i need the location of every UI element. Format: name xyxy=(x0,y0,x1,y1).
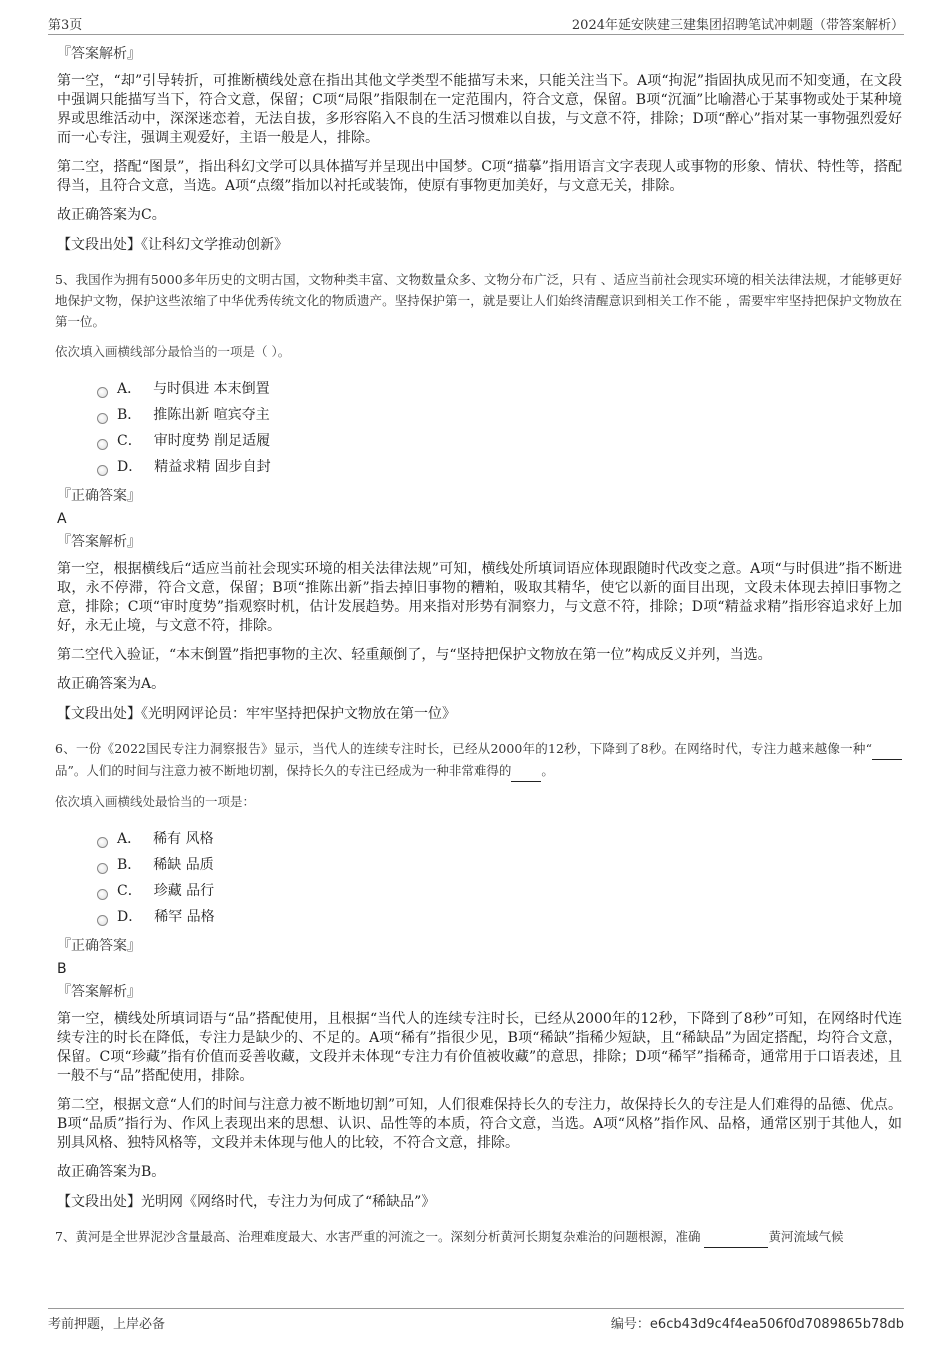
option-letter: A． xyxy=(117,381,142,397)
analysis-paragraph: 第一空，“却”引导转折，可推断横线处意在指出其他文学类型不能描写未来，只能关注当下。A项“拘泥”指固执成见而不知变通，在文段中强调只能描写当下，符合文意，保留；C项“局限”指限制在一定范围内，符合文意，保留。B项“沉湎”比喻潜心于某事物或处于某种境界或思维活动中，深深迷恋着，无法自拔，多形容陷入不良的生活习惯难以自拔，与文意不符，排除；D项“醉心”指对某一事物强烈爱好而一心专注，强调主观爱好，主语一般是人，排除。 xyxy=(57,73,902,146)
radio-icon[interactable] xyxy=(97,465,108,476)
question-5 xyxy=(57,269,902,724)
page-footer xyxy=(48,1308,904,1331)
question-prompt: 依次填入画横线处最恰当的一项是： xyxy=(55,794,256,809)
analysis-paragraph: 第一空，横线处所填词语与“品”搭配使用，且根据“当代人的连续专注时长，已经从2000年的12秒，下降到了8秒”可知，在网络时代连续专注的时长在降低，专注力是缺少的、不足的。A项“稀有”指很少见，B项“稀缺”指稀少短缺，且“稀缺品”为固定搭配，均符合文意，保留。C项“珍藏”指有价值而妥善收藏，文段并未体现“专注力有价值被收藏”的意思，排除；D项“稀罕”指稀奇，通常用于口语表述，且一般不与“品”搭配使用，排除。 xyxy=(57,1011,902,1084)
option-text: 与时俱进 本末倒置 xyxy=(153,381,270,397)
question-7 xyxy=(57,1226,902,1248)
option-letter: B． xyxy=(117,857,142,873)
radio-icon[interactable] xyxy=(97,889,108,900)
question-text-part: 。 xyxy=(541,763,554,778)
page-number: 第3页 xyxy=(48,18,83,33)
radio-icon[interactable] xyxy=(97,439,108,450)
option-letter: D． xyxy=(117,459,143,475)
correct-answer: A xyxy=(57,511,67,527)
analysis-label: 『答案解析』 xyxy=(57,534,141,550)
question-prompt: 依次填入画横线部分最恰当的一项是（ ）。 xyxy=(55,344,291,359)
option-c[interactable] xyxy=(97,878,902,904)
correct-answer: B xyxy=(57,961,67,977)
option-letter: B． xyxy=(117,407,142,423)
document-code xyxy=(611,1313,904,1332)
option-letter: A． xyxy=(117,831,142,847)
source-citation: 【文段出处】《让科幻文学推动创新》 xyxy=(57,237,288,253)
option-text: 稀有 风格 xyxy=(153,831,214,847)
correct-answer-label: 『正确答案』 xyxy=(57,488,141,504)
option-text: 精益求精 固步自封 xyxy=(154,459,271,475)
option-d[interactable] xyxy=(97,904,902,930)
option-text: 审时度势 削足适履 xyxy=(153,433,271,449)
analysis-label: 『答案解析』 xyxy=(57,46,141,62)
fill-blank xyxy=(511,760,541,782)
option-letter: D． xyxy=(117,909,143,925)
option-letter: C． xyxy=(117,433,142,449)
question-text: 5、我国作为拥有5000多年历史的文明古国，文物种类丰富、文物数量众多、文物分布广泛，只有 、适应当前社会现实环境的相关法律法规，才能够更好地保护文物，保护这些浓缩了中华优秀传统文化的物质遗产。坚持保护第一，就是要让人们始终清醒意识到相关工作不能 ，需要牢牢坚持把保护文物放在第一位。 xyxy=(55,272,902,329)
option-text: 珍藏 品行 xyxy=(153,883,215,899)
analysis-label: 『答案解析』 xyxy=(57,984,141,1000)
option-text: 稀缺 品质 xyxy=(153,857,214,873)
analysis-paragraph: 第一空，根据横线后“适应当前社会现实环境的相关法律法规”可知，横线处所填词语应体现跟随时代改变之意。A项“与时俱进”指不断进取，永不停滞，符合文意，保留；B项“推陈出新”指去掉旧事物的糟粕，吸取其精华，使它以新的面目出现，文段未体现去掉旧事物之意，排除；C项“审时度势”指观察时机，估计发展趋势。用来指对形势有洞察力，与文意不符，排除；D项“精益求精”指形容追求好上加好，永无止境，与文意不符，排除。 xyxy=(57,561,902,634)
code-label: 编号： xyxy=(610,1317,650,1332)
source-citation: 【文段出处】光明网《网络时代，专注力为何成了“稀缺品”》 xyxy=(57,1194,436,1210)
code-value: e6cb43d9c4f4ea506f0d7089865b78db xyxy=(649,1317,904,1332)
option-text: 稀罕 品格 xyxy=(154,909,215,925)
option-a[interactable] xyxy=(97,826,902,852)
option-b[interactable] xyxy=(97,402,902,428)
correct-answer-label: 『正确答案』 xyxy=(57,938,141,954)
option-a[interactable] xyxy=(97,376,902,402)
analysis-paragraph: 第二空，根据文意“人们的时间与注意力被不断地切割”可知，人们很难保持长久的专注力，故保持长久的专注是人们难得的品德、优点。B项“品质”指行为、作风上表现出来的思想、认识、品性等的本质，符合文意，当选。A项“风格”指作风、品格，通常区别于其他人，如别具风格、独特风格等，文段并未体现与他人的比较，不符合文意，排除。 xyxy=(57,1097,902,1151)
radio-icon[interactable] xyxy=(97,413,108,424)
question-text-part: 黄河流域气候 xyxy=(768,1229,844,1244)
fill-blank xyxy=(704,1226,768,1248)
question-text xyxy=(55,1226,902,1248)
document-title: 2024年延安陕建三建集团招聘笔试冲刺题（带答案解析） xyxy=(571,18,904,33)
source-citation: 【文段出处】《光明网评论员：牢牢坚持把保护文物放在第一位》 xyxy=(57,706,456,722)
option-text: 推陈出新 喧宾夺主 xyxy=(153,407,270,423)
option-letter: C． xyxy=(117,883,142,899)
conclusion: 故正确答案为A。 xyxy=(57,676,166,692)
option-list xyxy=(97,826,902,930)
conclusion: 故正确答案为C。 xyxy=(57,207,166,223)
option-d[interactable] xyxy=(97,454,902,480)
question-text xyxy=(55,738,902,782)
analysis-paragraph: 第二空代入验证，“本末倒置”指把事物的主次、轻重颠倒了，与“坚持把保护文物放在第一位”构成反义并列，当选。 xyxy=(57,647,772,663)
question-text-part: 7、黄河是全世界泥沙含量最高、治理难度最大、水害严重的河流之一。深刻分析黄河长期复杂难治的问题根源，准确 xyxy=(55,1229,705,1244)
q4-tail xyxy=(57,44,902,255)
radio-icon[interactable] xyxy=(97,915,108,926)
option-b[interactable] xyxy=(97,852,902,878)
footer-slogan: 考前押题，上岸必备 xyxy=(48,1317,166,1332)
option-c[interactable] xyxy=(97,428,902,454)
content xyxy=(57,44,902,1258)
radio-icon[interactable] xyxy=(97,863,108,874)
radio-icon[interactable] xyxy=(97,837,108,848)
option-list xyxy=(97,376,902,480)
question-6 xyxy=(57,738,902,1212)
page-header xyxy=(48,12,904,35)
fill-blank xyxy=(872,738,902,760)
radio-icon[interactable] xyxy=(97,387,108,398)
question-text-part: 品”。人们的时间与注意力被不断地切割，保持长久的专注已经成为一种非常难得的 xyxy=(55,763,512,778)
analysis-paragraph: 第二空，搭配“图景”，指出科幻文学可以具体描写并呈现出中国梦。C项“描摹”指用语言文字表现人或事物的形象、情状、特性等，搭配得当，且符合文意，当选。A项“点缀”指加以衬托或装饰，使原有事物更加美好，与文意无关，排除。 xyxy=(57,159,902,194)
question-text-part: 6、一份《2022国民专注力洞察报告》显示，当代人的连续专注时长，已经从2000年的12秒，下降到了8秒。在网络时代，专注力越来越像一种“ xyxy=(55,741,872,756)
conclusion: 故正确答案为B。 xyxy=(57,1164,166,1180)
